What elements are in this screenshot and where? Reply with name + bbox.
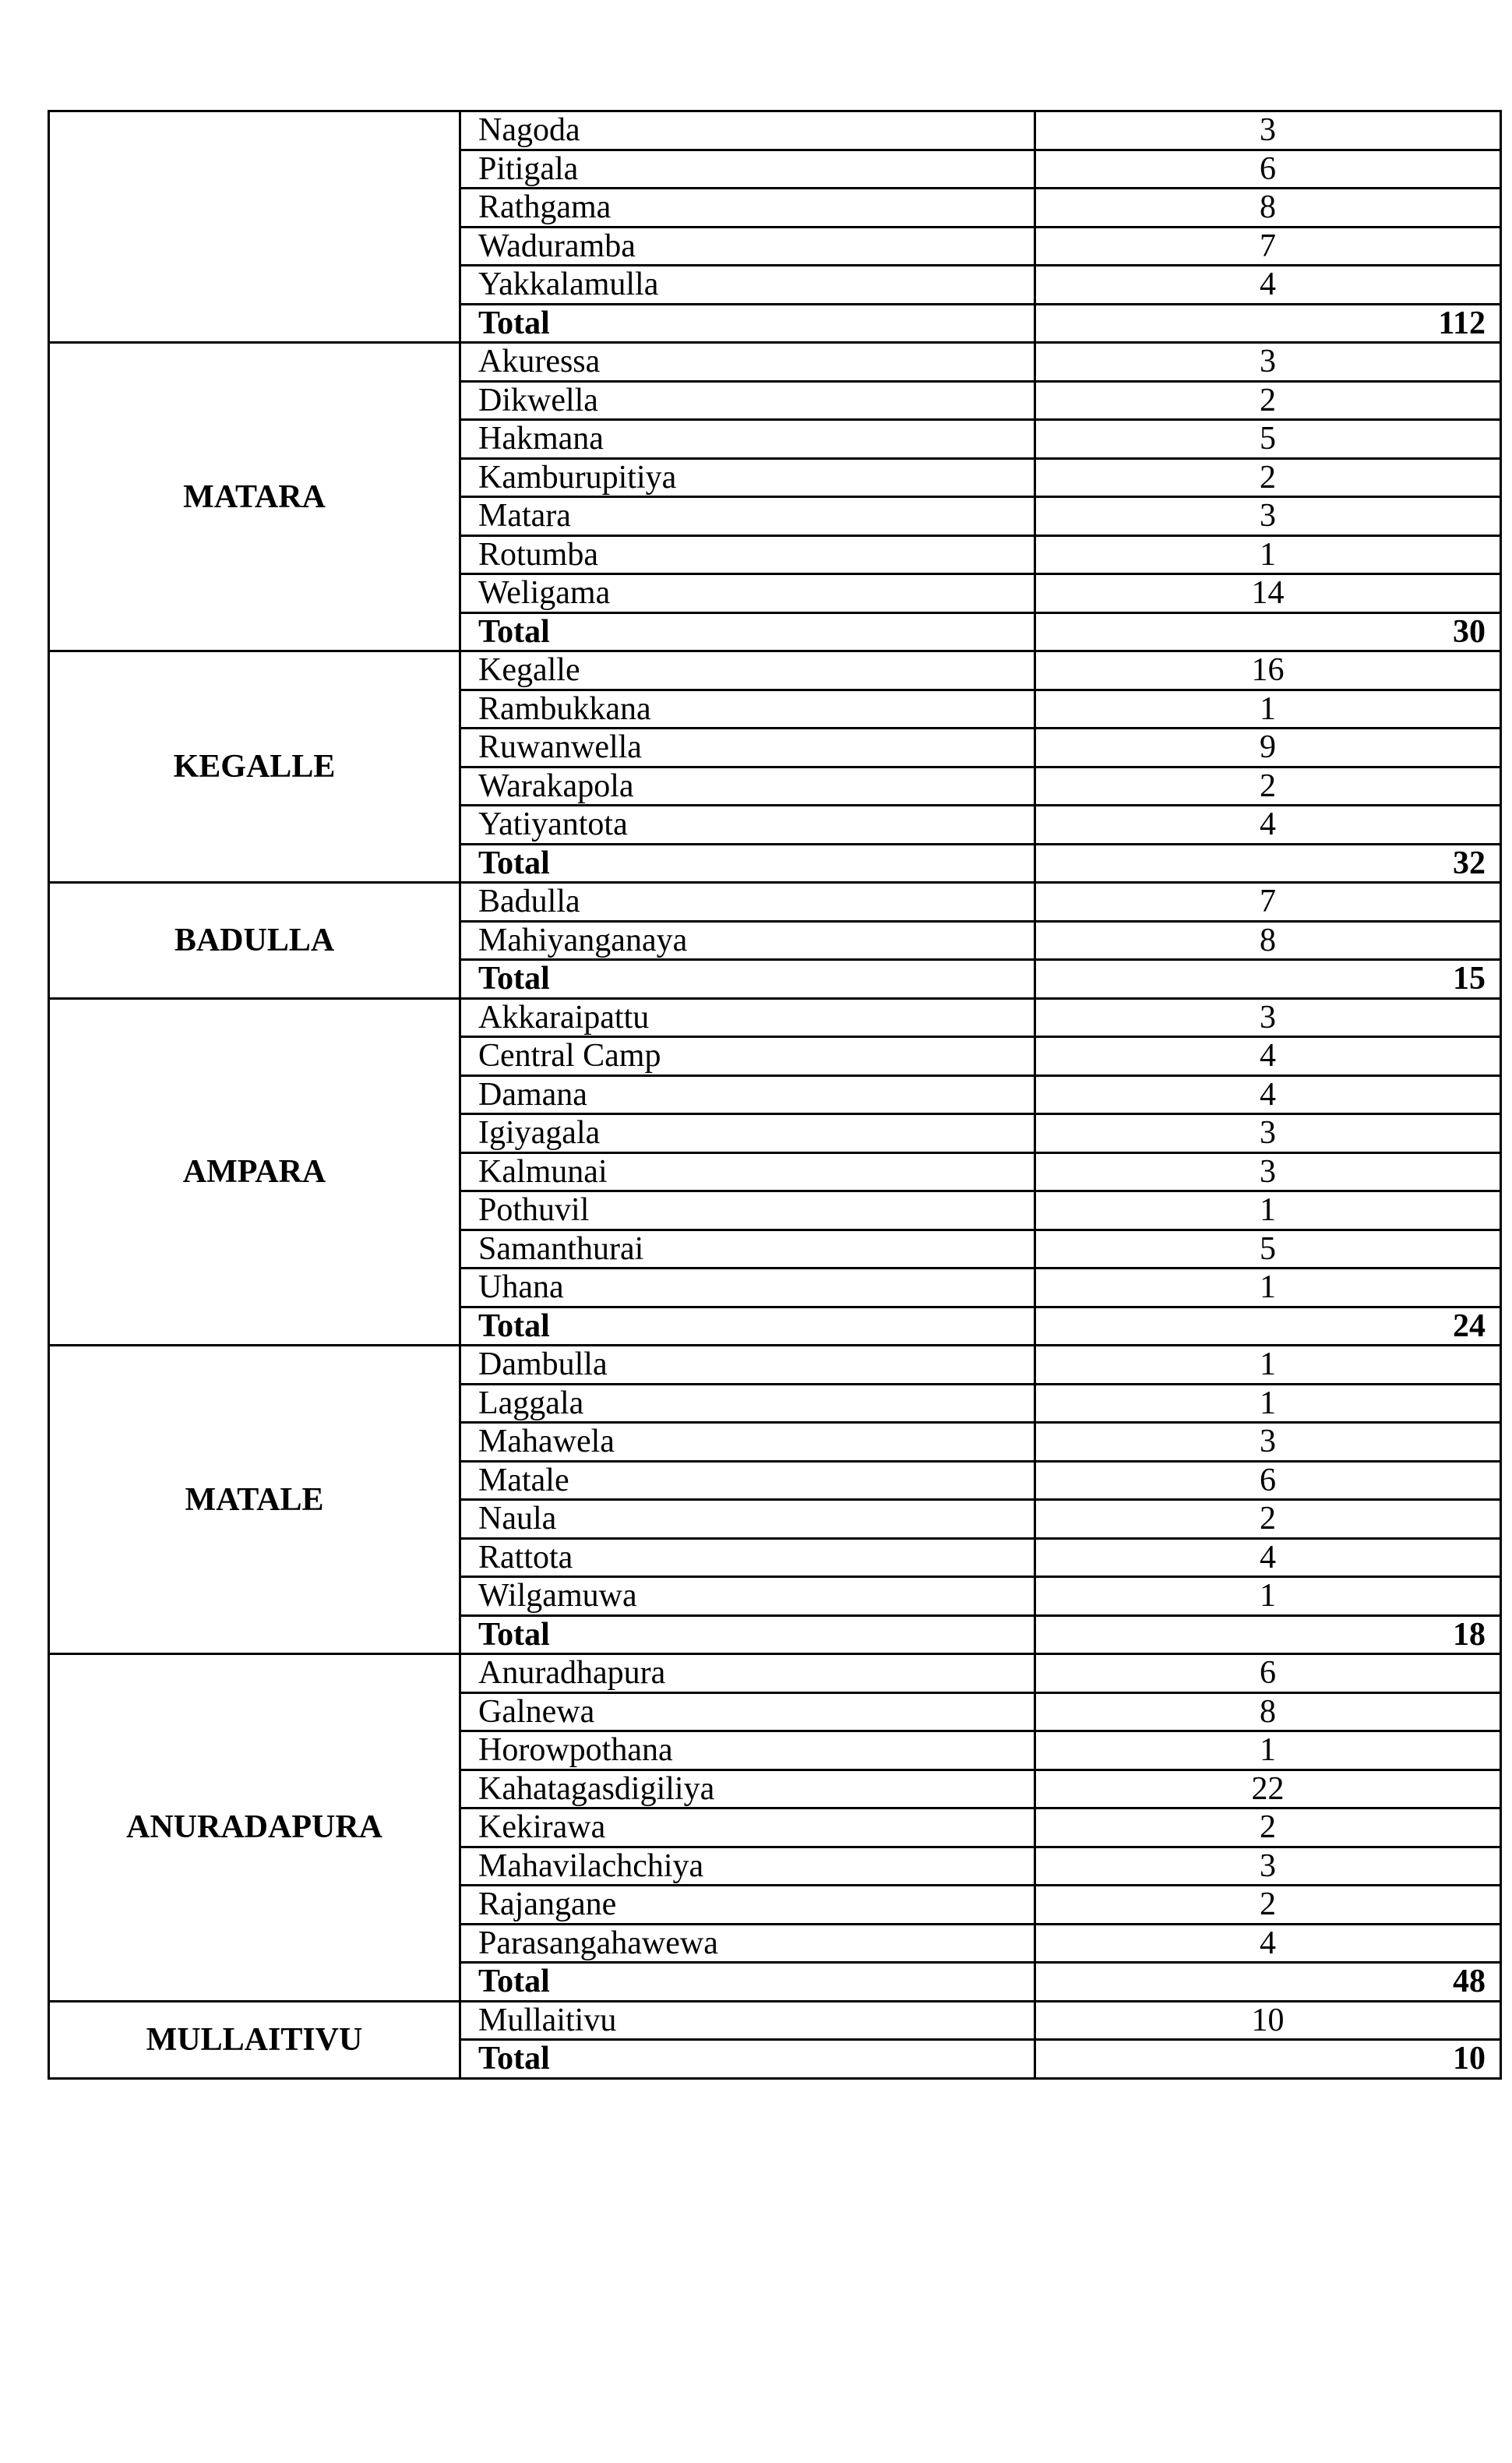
place-name-cell: Rattota — [460, 1538, 1035, 1577]
place-name-cell: Rotumba — [460, 535, 1035, 574]
place-name-cell: Damana — [460, 1075, 1035, 1114]
count-cell: 1 — [1035, 1731, 1501, 1770]
table-row — [49, 111, 1501, 150]
district-table — [48, 110, 1502, 2080]
count-cell: 5 — [1035, 420, 1501, 459]
count-cell: 8 — [1035, 189, 1501, 228]
count-cell: 4 — [1035, 1924, 1501, 1963]
place-name-cell: Central Camp — [460, 1037, 1035, 1076]
count-cell: 5 — [1035, 1230, 1501, 1269]
count-cell: 4 — [1035, 266, 1501, 305]
count-cell: 4 — [1035, 806, 1501, 845]
place-name-cell: Badulla — [460, 883, 1035, 922]
place-name-cell: Kegalle — [460, 651, 1035, 690]
place-name-cell: Kalmunai — [460, 1152, 1035, 1191]
place-name-cell: Naula — [460, 1500, 1035, 1539]
count-cell: 1 — [1035, 1577, 1501, 1616]
place-name-cell: Akuressa — [460, 343, 1035, 382]
place-name-cell: Nagoda — [460, 111, 1035, 150]
count-cell: 1 — [1035, 690, 1501, 729]
count-cell: 4 — [1035, 1538, 1501, 1577]
place-name-cell: Dambulla — [460, 1346, 1035, 1385]
count-cell: 8 — [1035, 921, 1501, 960]
place-name-cell: Parasangahawewa — [460, 1924, 1035, 1963]
count-cell: 2 — [1035, 1808, 1501, 1847]
count-cell: 9 — [1035, 729, 1501, 767]
count-cell: 14 — [1035, 574, 1501, 613]
count-cell: 6 — [1035, 150, 1501, 189]
place-name-cell: Mullaitivu — [460, 2001, 1035, 2040]
count-cell: 3 — [1035, 111, 1501, 150]
count-cell: 8 — [1035, 1692, 1501, 1731]
count-cell: 4 — [1035, 1075, 1501, 1114]
place-name-cell: Matara — [460, 497, 1035, 536]
total-value-cell: 48 — [1035, 1963, 1501, 2002]
total-label-cell: Total — [460, 2040, 1035, 2079]
total-label-cell: Total — [460, 612, 1035, 651]
place-name-cell: Uhana — [460, 1269, 1035, 1307]
district-name-cell: BADULLA — [49, 883, 460, 999]
place-name-cell: Anuradhapura — [460, 1654, 1035, 1693]
place-name-cell: Warakapola — [460, 767, 1035, 806]
district-name-cell: KEGALLE — [49, 651, 460, 883]
count-cell: 3 — [1035, 1114, 1501, 1153]
place-name-cell: Kekirawa — [460, 1808, 1035, 1847]
total-value-cell: 24 — [1035, 1307, 1501, 1346]
place-name-cell: Mahawela — [460, 1423, 1035, 1462]
place-name-cell: Pothuvil — [460, 1191, 1035, 1230]
count-cell: 2 — [1035, 458, 1501, 497]
place-name-cell: Waduramba — [460, 227, 1035, 266]
place-name-cell: Laggala — [460, 1384, 1035, 1423]
count-cell: 3 — [1035, 1423, 1501, 1462]
place-name-cell: Dikwella — [460, 381, 1035, 420]
place-name-cell: Yatiyantota — [460, 806, 1035, 845]
place-name-cell: Mahavilachchiya — [460, 1847, 1035, 1886]
count-cell: 2 — [1035, 767, 1501, 806]
total-label-cell: Total — [460, 1615, 1035, 1654]
place-name-cell: Igiyagala — [460, 1114, 1035, 1153]
total-value-cell: 30 — [1035, 612, 1501, 651]
place-name-cell: Kahatagasdigiliya — [460, 1770, 1035, 1808]
table-row — [49, 883, 1501, 922]
count-cell: 3 — [1035, 1152, 1501, 1191]
place-name-cell: Horowpothana — [460, 1731, 1035, 1770]
total-label-cell: Total — [460, 1307, 1035, 1346]
count-cell: 1 — [1035, 1346, 1501, 1385]
total-value-cell: 18 — [1035, 1615, 1501, 1654]
place-name-cell: Ruwanwella — [460, 729, 1035, 767]
table-row — [49, 998, 1501, 1037]
total-label-cell: Total — [460, 844, 1035, 883]
table-row — [49, 1654, 1501, 1693]
place-name-cell: Hakmana — [460, 420, 1035, 459]
table-row — [49, 343, 1501, 382]
count-cell: 7 — [1035, 227, 1501, 266]
count-cell: 2 — [1035, 381, 1501, 420]
district-name-cell: MATARA — [49, 343, 460, 651]
count-cell: 6 — [1035, 1461, 1501, 1500]
count-cell: 3 — [1035, 497, 1501, 536]
district-name-cell: MULLAITIVU — [49, 2001, 460, 2078]
place-name-cell: Weligama — [460, 574, 1035, 613]
table-row — [49, 2001, 1501, 2040]
place-name-cell: Kamburupitiya — [460, 458, 1035, 497]
place-name-cell: Wilgamuwa — [460, 1577, 1035, 1616]
total-value-cell: 112 — [1035, 304, 1501, 343]
place-name-cell: Galnewa — [460, 1692, 1035, 1731]
total-value-cell: 32 — [1035, 844, 1501, 883]
count-cell: 3 — [1035, 1847, 1501, 1886]
table-body — [49, 111, 1501, 2079]
count-cell: 22 — [1035, 1770, 1501, 1808]
count-cell: 1 — [1035, 1269, 1501, 1307]
count-cell: 1 — [1035, 535, 1501, 574]
place-name-cell: Rajangane — [460, 1886, 1035, 1925]
count-cell: 7 — [1035, 883, 1501, 922]
count-cell: 6 — [1035, 1654, 1501, 1693]
count-cell: 1 — [1035, 1384, 1501, 1423]
count-cell: 1 — [1035, 1191, 1501, 1230]
count-cell: 3 — [1035, 998, 1501, 1037]
count-cell: 2 — [1035, 1886, 1501, 1925]
place-name-cell: Rathgama — [460, 189, 1035, 228]
count-cell: 3 — [1035, 343, 1501, 382]
district-name-cell: AMPARA — [49, 998, 460, 1346]
district-name-cell — [49, 111, 460, 343]
place-name-cell: Rambukkana — [460, 690, 1035, 729]
total-label-cell: Total — [460, 304, 1035, 343]
district-name-cell: ANURADAPURA — [49, 1654, 460, 2002]
count-cell: 16 — [1035, 651, 1501, 690]
count-cell: 2 — [1035, 1500, 1501, 1539]
count-cell: 10 — [1035, 2001, 1501, 2040]
table-row — [49, 651, 1501, 690]
place-name-cell: Matale — [460, 1461, 1035, 1500]
total-label-cell: Total — [460, 960, 1035, 999]
total-value-cell: 15 — [1035, 960, 1501, 999]
place-name-cell: Yakkalamulla — [460, 266, 1035, 305]
place-name-cell: Akkaraipattu — [460, 998, 1035, 1037]
place-name-cell: Pitigala — [460, 150, 1035, 189]
total-value-cell: 10 — [1035, 2040, 1501, 2079]
place-name-cell: Mahiyanganaya — [460, 921, 1035, 960]
district-name-cell: MATALE — [49, 1346, 460, 1654]
table-row — [49, 1346, 1501, 1385]
total-label-cell: Total — [460, 1963, 1035, 2002]
place-name-cell: Samanthurai — [460, 1230, 1035, 1269]
count-cell: 4 — [1035, 1037, 1501, 1076]
